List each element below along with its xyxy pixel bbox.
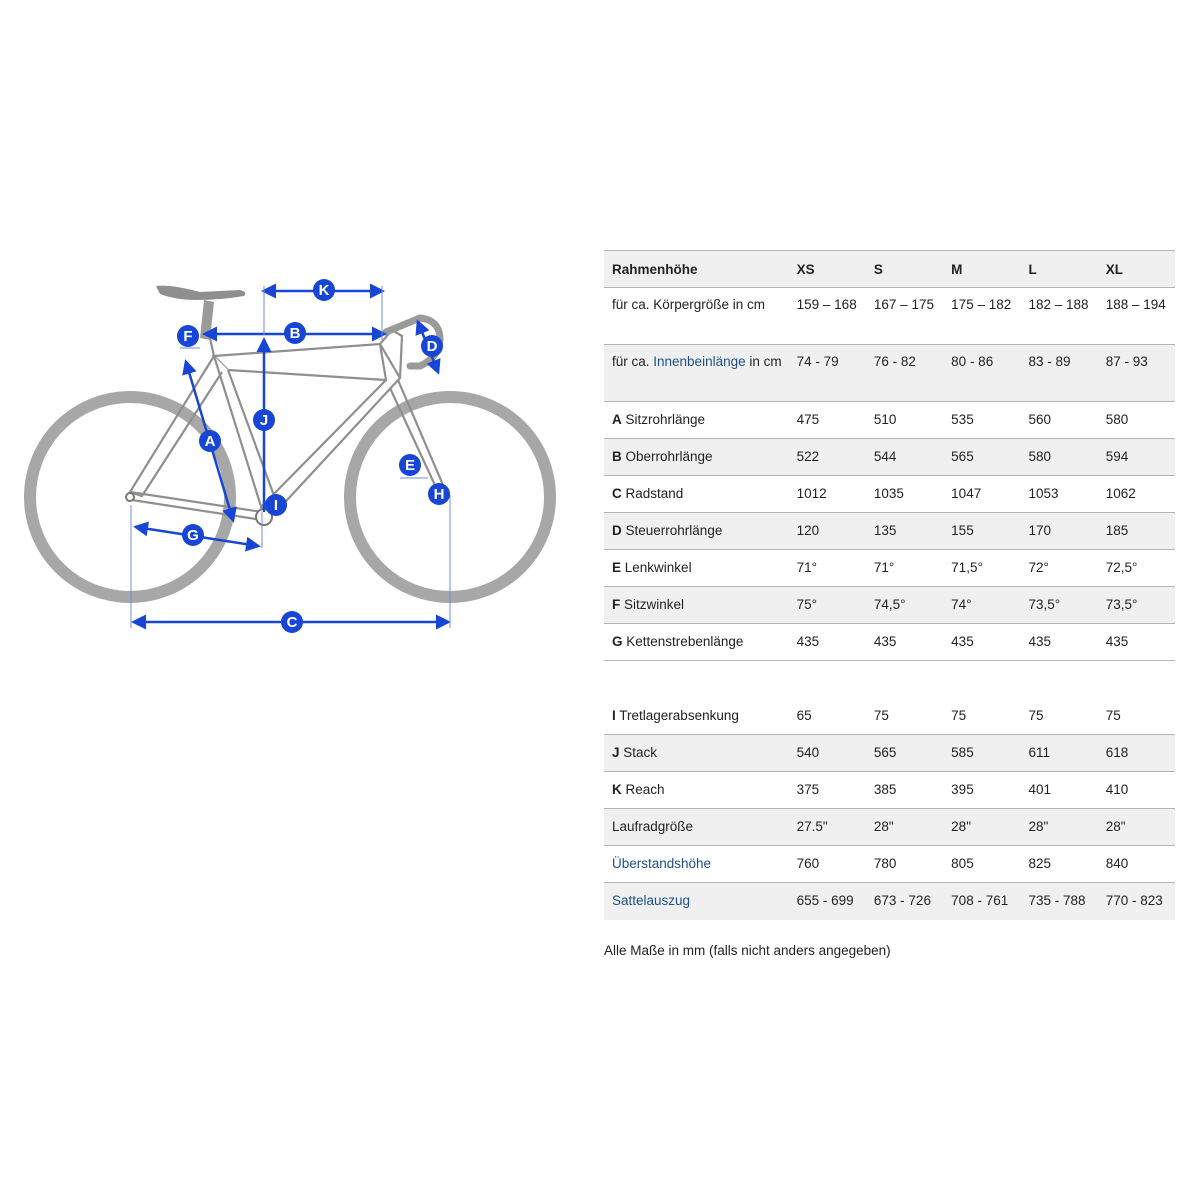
row-label-text: Steuerrohrlänge [625,523,723,538]
table-cell: 375 [796,782,820,797]
table-cell: 28" [1105,819,1126,834]
table-cell: 74 - 79 [796,354,839,369]
table-row [604,883,1175,920]
svg-text:J: J [259,412,269,429]
table-cell: 72° [1028,560,1049,575]
table-cell: 805 [951,856,974,871]
svg-text:E: E [404,457,416,474]
header-size-xs: XS [796,262,815,277]
table-cell: 435 [1028,634,1051,649]
table-row [604,809,1175,846]
table-cell: 585 [951,745,974,760]
table-cell: 594 [1105,449,1129,464]
table-cell: 580 [1105,412,1129,427]
row-label [604,624,789,661]
table-cell: 1062 [1105,486,1136,501]
row-label: Laufradgröße [612,819,694,834]
table-cell: 135 [873,523,897,538]
table-cell: 71,5° [951,560,983,575]
table-cell: 544 [873,449,897,464]
row-code: K [612,782,622,797]
table-cell: 27.5" [796,819,828,834]
row-label [604,587,789,624]
row-label: für ca. Körpergröße in cm [612,297,766,312]
table-cell: 120 [796,523,820,538]
table-cell: 74,5° [873,597,906,612]
table-cell: 770 - 823 [1105,893,1163,908]
table-cell: 159 – 168 [796,297,857,312]
table-cell: 618 [1105,745,1129,760]
row-code: J [612,745,620,760]
svg-text:G: G [187,527,199,544]
svg-text:H: H [433,486,445,503]
header-size-l: L [1028,262,1037,277]
svg-text:K: K [318,282,330,299]
table-cell: 170 [1028,523,1051,538]
table-header-row [604,251,1175,288]
row-code: A [612,412,622,427]
label-C [281,611,303,633]
row-label-text: Sitzrohrlänge [625,412,706,427]
saddle [156,286,245,340]
row-label [604,698,789,735]
table-cell: 72,5° [1105,560,1138,575]
table-cell: 840 [1105,856,1129,871]
table-cell: 655 - 699 [796,893,854,908]
ueberstandshoehe-link[interactable]: Überstandshöhe [612,856,712,871]
table-cell: 182 – 188 [1028,297,1089,312]
row-label-prefix: für ca. [612,354,654,369]
svg-text:C: C [286,614,298,631]
label-B [284,322,306,344]
sattelauszug-link[interactable]: Sattelauszug [612,893,691,908]
svg-text:B: B [289,325,301,342]
table-cell: 565 [951,449,974,464]
row-label-suffix: in cm [745,354,782,369]
table-row [604,846,1175,883]
table-cell: 435 [873,634,897,649]
table-cell: 75 [951,707,967,723]
label-K [313,279,335,301]
table-row [604,476,1175,513]
table-row [604,550,1175,587]
table-cell: 760 [796,856,820,871]
row-label-text: Oberrohrlänge [625,449,713,464]
row-label-text: Sitzwinkel [624,597,685,612]
row-label-text: Lenkwinkel [624,560,692,575]
table-cell: 1035 [873,486,904,501]
table-cell: 1047 [951,486,982,501]
table-cell: 167 – 175 [873,297,934,312]
bike-geometry-diagram [0,250,580,670]
table-row [604,513,1175,550]
row-label [604,513,789,550]
table-row [604,624,1175,661]
table-cell: 673 - 726 [873,893,931,908]
table-cell: 825 [1028,856,1051,871]
row-label-text: Stack [623,745,658,760]
table-cell: 475 [796,412,820,427]
header-frame-size: Rahmenhöhe [612,262,698,277]
row-label [604,883,789,920]
row-label-text: Kettenstrebenlänge [626,634,744,649]
row-code: B [612,449,622,464]
row-code: C [612,486,622,501]
table-cell: 71° [873,560,895,575]
table-cell: 565 [873,745,897,760]
table-cell: 611 [1028,745,1050,760]
table-cell: 435 [796,634,820,649]
table-row [604,735,1175,772]
table-cell: 73,5° [1028,597,1061,612]
table-cell: 435 [1105,634,1129,649]
units-note: Alle Maße in mm (falls nicht anders angegeben) [604,943,891,958]
row-label [604,772,789,809]
table-cell: 71° [796,560,818,575]
row-code: E [612,560,622,575]
row-label [604,439,789,476]
table-cell: 87 - 93 [1105,354,1148,369]
table-row [604,402,1175,439]
table-cell: 540 [796,745,820,760]
table-row [604,587,1175,624]
innenbeinlaenge-link[interactable]: Innenbeinlänge [653,354,746,369]
table-cell: 75° [796,597,818,612]
label-A [199,430,221,452]
label-D [421,335,443,357]
table-spacer-row [604,661,1175,698]
row-label [604,550,789,587]
row-code: G [612,634,623,649]
table-cell: 401 [1028,782,1051,797]
label-H [428,483,450,505]
table-cell: 735 - 788 [1028,893,1086,908]
row-label [604,402,789,439]
table-row [604,345,1175,402]
row-code: D [612,523,622,538]
table-cell: 535 [951,412,974,427]
bike-frame [130,320,446,520]
table-cell: 75 [1105,707,1121,723]
table-cell: 75 [1028,707,1044,723]
table-cell: 580 [1028,449,1051,464]
label-F [177,325,199,347]
table-cell: 76 - 82 [873,354,916,369]
table-row [604,698,1175,735]
label-E [399,454,421,476]
row-code: I [612,707,616,723]
header-size-s: S [873,262,883,277]
label-G [182,524,204,546]
row-label-text: Radstand [625,486,684,501]
row-label-text: Tretlagerabsenkung [619,707,739,723]
table-cell: 435 [951,634,974,649]
header-size-xl: XL [1105,262,1123,277]
svg-text:D: D [426,338,438,355]
rear-axle [126,493,134,501]
table-cell: 395 [951,782,974,797]
row-label [604,846,789,883]
table-cell: 522 [796,449,820,464]
table-cell: 708 - 761 [951,893,1009,908]
table-cell: 28" [951,819,971,834]
row-label [604,735,789,772]
table-cell: 80 - 86 [951,354,994,369]
svg-text:A: A [204,433,216,450]
svg-text:I: I [273,497,279,514]
table-cell: 185 [1105,523,1129,538]
table-cell: 780 [873,856,897,871]
table-cell: 74° [951,597,972,612]
table-cell: 175 – 182 [951,297,1012,312]
table-cell: 75 [873,707,889,723]
label-I [265,494,287,516]
table-cell: 1012 [796,486,827,501]
table-cell: 510 [873,412,897,427]
header-size-m: M [951,262,963,277]
table-cell: 188 – 194 [1105,297,1166,312]
label-J [253,409,275,431]
table-row [604,288,1175,345]
table-row [604,772,1175,809]
table-cell: 83 - 89 [1028,354,1071,369]
table-cell: 28" [873,819,894,834]
table-cell: 385 [873,782,897,797]
table-row [604,439,1175,476]
row-label [604,345,789,402]
table-cell: 28" [1028,819,1049,834]
row-code: F [612,597,621,612]
svg-text:F: F [183,328,193,345]
row-label-text: Reach [625,782,665,797]
table-cell: 410 [1105,782,1129,797]
table-cell: 65 [796,707,812,723]
row-label [604,476,789,513]
table-cell: 155 [951,523,974,538]
geometry-table [604,250,1175,920]
table-cell: 1053 [1028,486,1059,501]
table-cell: 73,5° [1105,597,1138,612]
table-cell: 560 [1028,412,1051,427]
